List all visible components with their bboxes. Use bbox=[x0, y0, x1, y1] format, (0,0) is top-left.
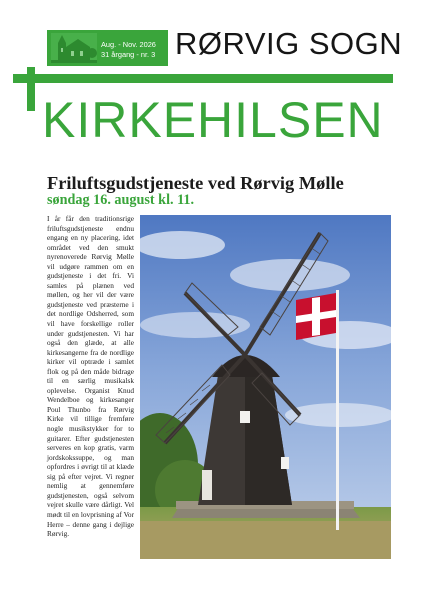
issue-number: 31 årgang - nr. 3 bbox=[101, 50, 156, 59]
cross-bar-vertical bbox=[27, 67, 35, 111]
article-subheadline: søndag 16. august kl. 11. bbox=[47, 192, 195, 208]
church-icon bbox=[51, 33, 97, 63]
article-body: I år får den traditionsrige friluftsgudstjeneste endnu engang en ny placering, idet området ved den smukt nyrenoverede Rørvig Mølle vil udgøre rammen om en gudstjeneste i det fri. Vi samles på plænen ved møllen, og her vil der være gudstjeneste ved præsterne i det nordlige Odsherred, som vil have forskellige roller under gudstjenesten. Vi har også den glæde, at alle kirkesangerne fra de nordlige kirker vil optræde i samlet flok og på den måde bidrage til en særlig musikalsk oplevelse. Organist Knud Wendelboe og kirkesanger Poul Thunbo fra Rørvig Kirke vil tillige fremføre nogle musikstykker for to guitarer. Efter gudstjenesten serveres en kop gratis, varm jordskokssuppe, og man opfordres i øvrigt til at klæde sig på efter vejret. Vi regner nemlig at gennemføre gudstjenesten, også selvom vejret skulle være dårligt. Vel mødt til en lovprisning af Vor Herre – denne gang i dejlige Rørvig. bbox=[47, 214, 134, 539]
publication-title: KIRKEHILSEN bbox=[42, 92, 384, 148]
article-headline: Friluftsgudstjeneste ved Rørvig Mølle bbox=[47, 173, 344, 193]
issue-date: Aug. - Nov. 2026 bbox=[101, 40, 156, 49]
parish-name: RØRVIG SOGN bbox=[175, 26, 403, 61]
issue-badge bbox=[47, 30, 168, 66]
windmill-photo bbox=[140, 215, 391, 559]
cross-bar-horizontal bbox=[13, 74, 393, 83]
